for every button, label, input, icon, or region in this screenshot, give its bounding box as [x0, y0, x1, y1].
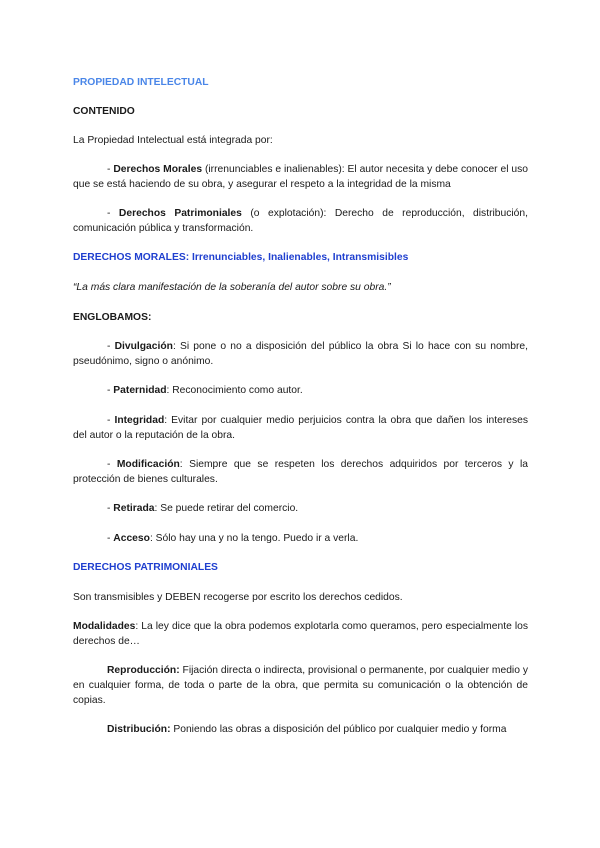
item-prefix: - — [107, 533, 114, 544]
reproduccion-term: Reproducción: — [107, 665, 180, 676]
modalidades-paragraph — [73, 619, 528, 649]
item-text: : Se puede retirar del comercio. — [154, 503, 299, 514]
item-term: Modificación — [116, 459, 180, 470]
reproduccion-text: Fijación directa o indirecta, provisional o permanente, por cualquier medio y en cualquier forma, de toda o parte de la obra, que permita su comunicación o la obtención de copias. — [73, 665, 528, 706]
item-text: : Si pone o no a disposición del público la obra Si lo hace con su nombre, pseudónimo, signo o anónimo. — [73, 341, 528, 367]
item-text: : Siempre que se respeten los derechos adquiridos por terceros y la protección de bienes culturales. — [73, 459, 528, 485]
document-title: PROPIEDAD INTELECTUAL — [73, 77, 209, 88]
englobamos-item-divulgacion — [73, 339, 528, 369]
item-term: Paternidad — [113, 385, 167, 396]
item-term: Retirada — [113, 503, 155, 514]
contenido-heading: CONTENIDO — [73, 106, 135, 117]
englobamos-item-modificacion — [73, 457, 528, 487]
distribucion-term: Distribución: — [107, 724, 171, 735]
englobamos-item-paternidad — [73, 383, 528, 398]
item-text: : Reconocimiento como autor. — [166, 385, 303, 396]
englobamos-item-acceso — [73, 531, 528, 546]
item-term: Integridad — [114, 415, 165, 426]
item-term: Acceso — [113, 533, 150, 544]
item-prefix: - — [107, 164, 114, 175]
derechos-morales-item — [73, 162, 528, 192]
patrimoniales-intro: Son transmisibles y DEBEN recogerse por escrito los derechos cedidos. — [73, 592, 403, 603]
item-text: (irrenunciables e inalienables): El autor necesita y debe conocer el uso que se está haciendo de su obra, y asegurar el respeto a la integridad de la misma — [73, 164, 528, 190]
derechos-morales-heading: DERECHOS MORALES: Irrenunciables, Inalienables, Intransmisibles — [73, 252, 409, 263]
item-term: Derechos Morales — [113, 164, 203, 175]
modalidades-text: : La ley dice que la obra podemos explotarla como queramos, pero especialmente los derechos de… — [73, 621, 528, 647]
item-term: Divulgación — [114, 341, 173, 352]
distribucion-paragraph — [73, 722, 528, 737]
englobamos-item-retirada — [73, 501, 528, 516]
item-text: (o explotación): Derecho de reproducción, distribución, comunicación pública y transformación. — [73, 208, 528, 234]
item-prefix: - — [107, 459, 117, 470]
item-prefix: - — [107, 208, 119, 219]
quote: “La más clara manifestación de la soberanía del autor sobre su obra.” — [73, 282, 391, 293]
item-text: : Evitar por cualquier medio perjuicios contra la obra que dañen los intereses del autor o la reputación de la obra. — [73, 415, 529, 441]
modalidades-term: Modalidades — [73, 621, 136, 632]
derechos-patrimoniales-heading: DERECHOS PATRIMONIALES — [73, 562, 218, 573]
item-prefix: - — [107, 341, 115, 352]
item-prefix: - — [107, 385, 114, 396]
item-prefix: - — [107, 415, 115, 426]
distribucion-text: Poniendo las obras a disposición del público por cualquier medio y forma — [170, 724, 507, 735]
item-text: : Sólo hay una y no la tengo. Puedo ir a verla. — [149, 533, 359, 544]
englobamos-heading: ENGLOBAMOS: — [73, 312, 152, 323]
englobamos-item-integridad — [73, 413, 528, 443]
reproduccion-paragraph — [73, 663, 528, 708]
intro-paragraph: La Propiedad Intelectual está integrada por: — [73, 135, 273, 146]
item-term: Derechos Patrimoniales — [118, 208, 242, 219]
item-prefix: - — [107, 503, 114, 514]
derechos-patrimoniales-item — [73, 206, 528, 236]
